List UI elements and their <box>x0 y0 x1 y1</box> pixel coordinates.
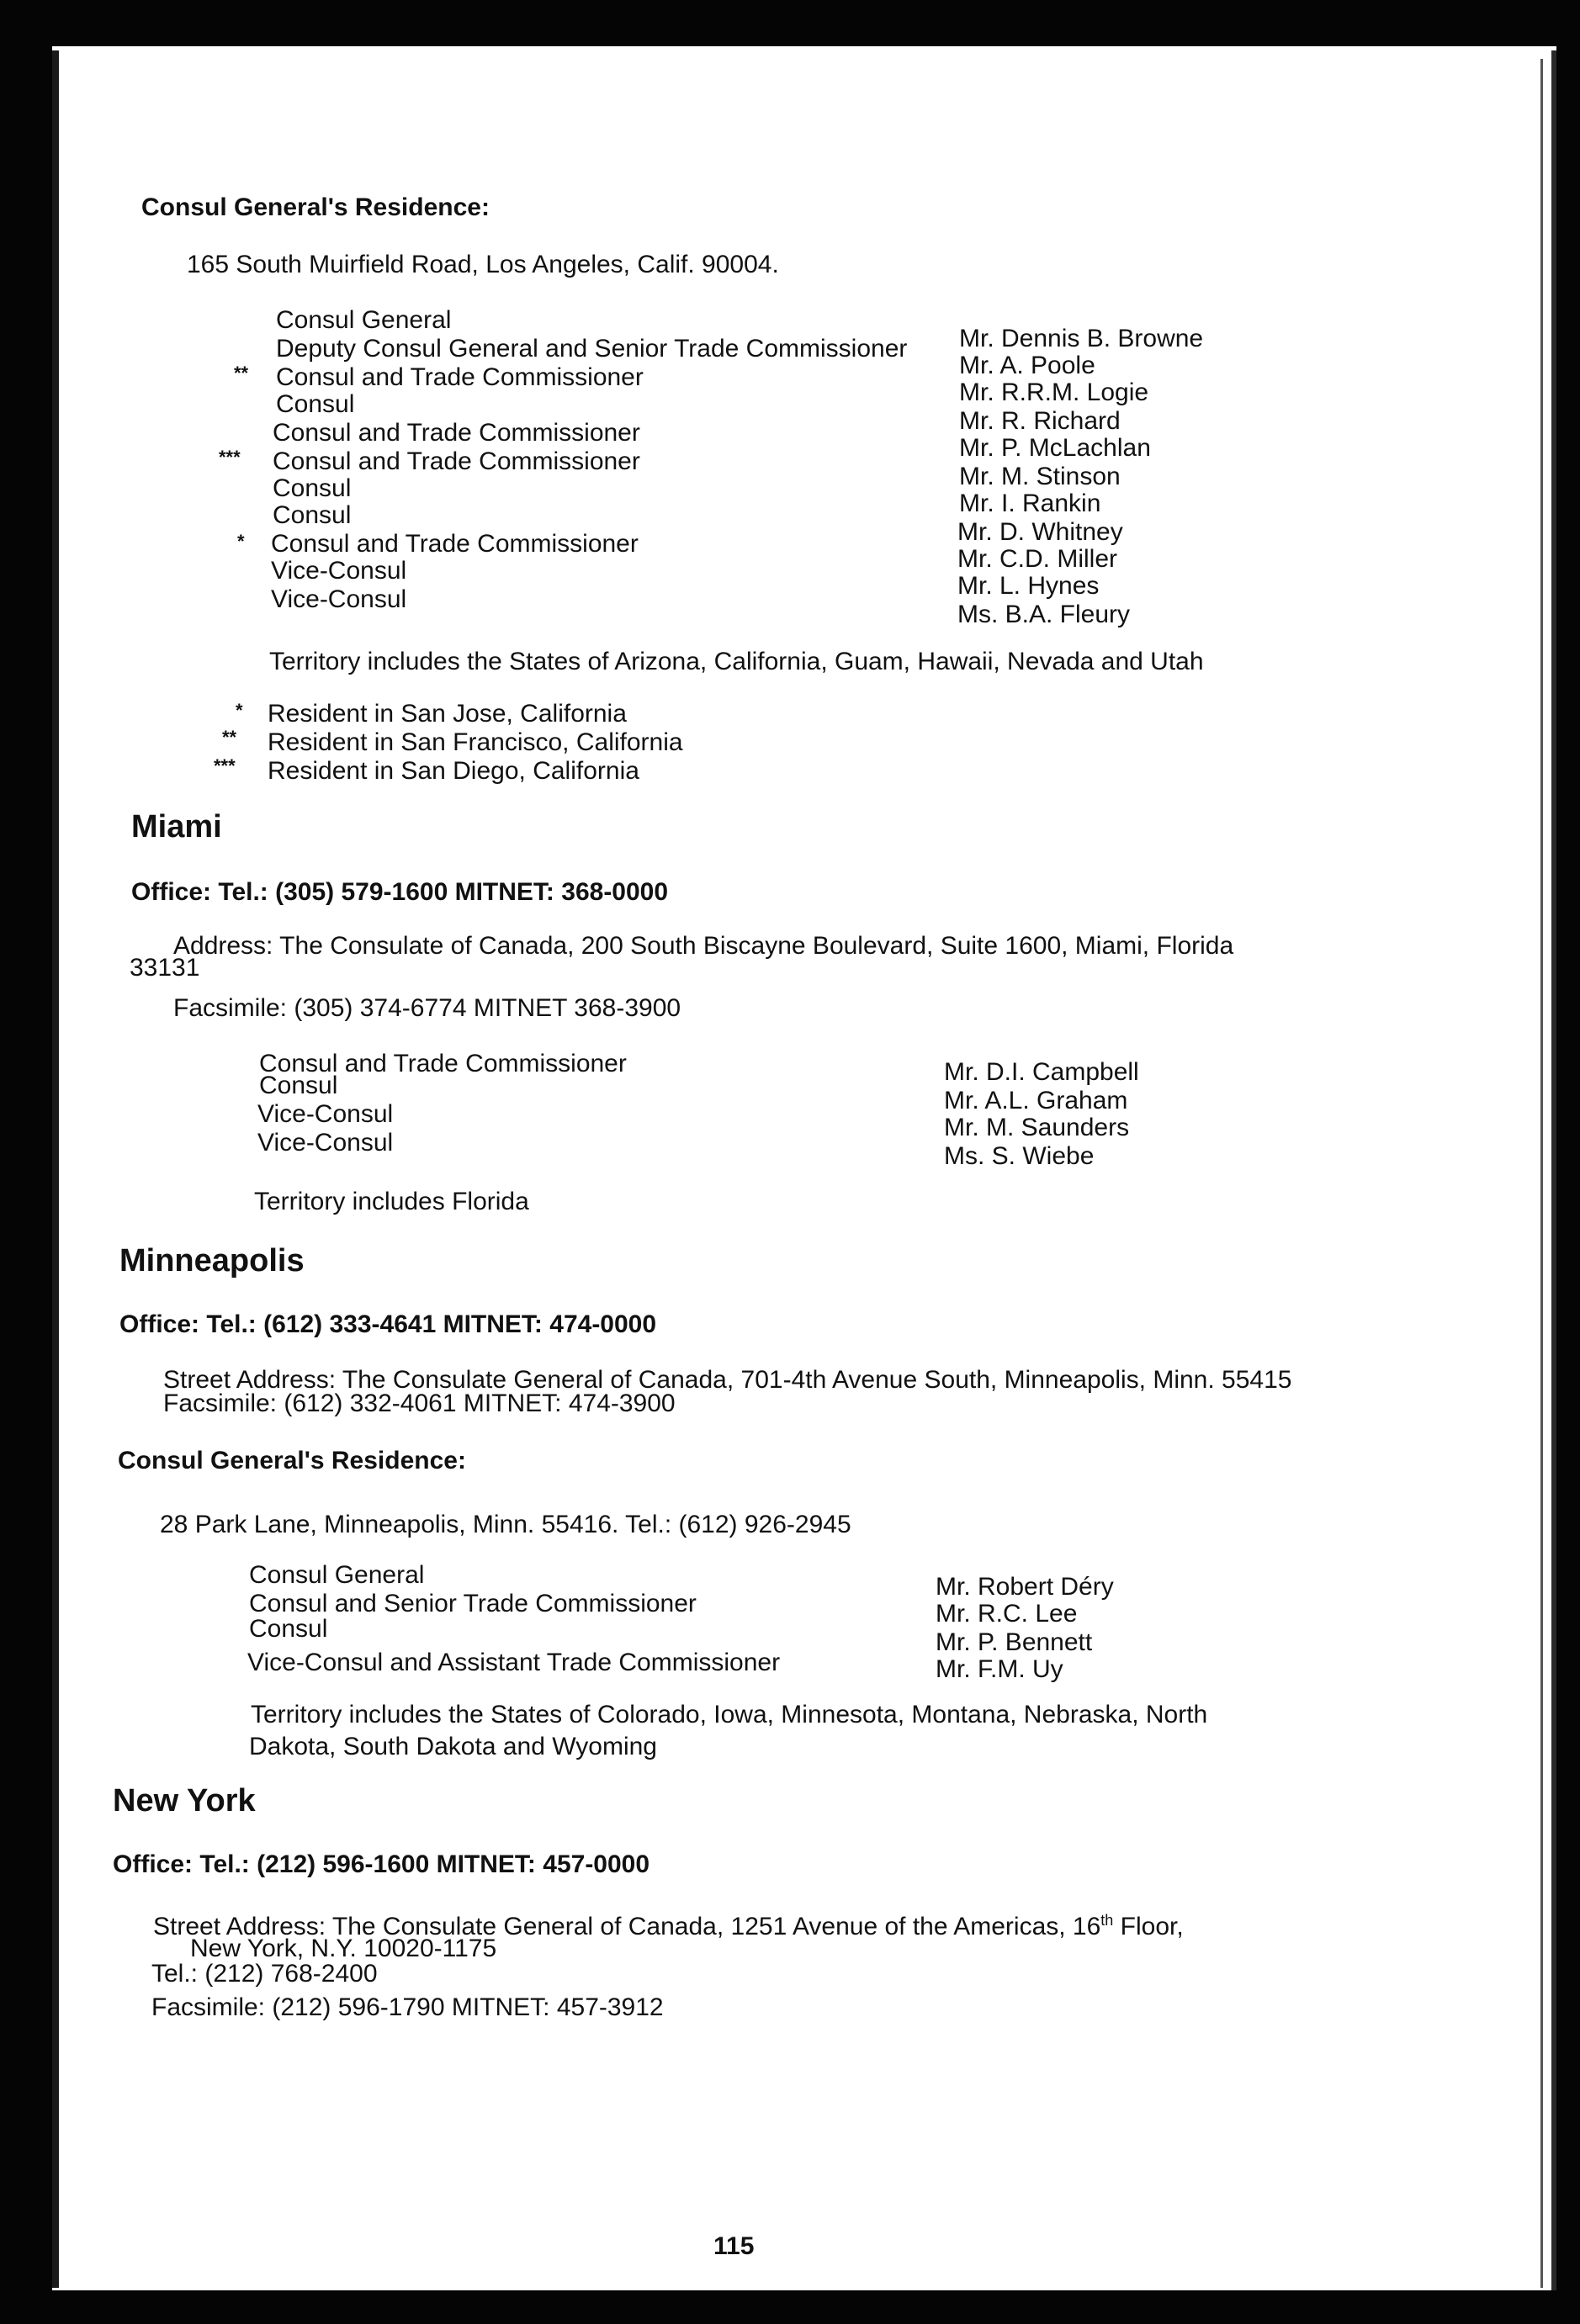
minneapolis-office: Office: Tel.: (612) 333-4641 MITNET: 474-0000 <box>119 1310 657 1338</box>
la-residence-address: 165 South Muirfield Road, Los Angeles, Calif. 90004. <box>187 251 779 278</box>
new-york-street-city: New York, N.Y. 10020-1175 <box>190 1935 497 1962</box>
la-staff-title: Consul General <box>276 306 452 334</box>
la-note-text: Resident in San Diego, California <box>268 757 639 785</box>
la-staff-title: Consul and Trade Commissioner <box>273 419 640 447</box>
la-staff-title: Consul <box>276 390 355 418</box>
minneapolis-staff-title: Consul and Senior Trade Commissioner <box>249 1590 697 1617</box>
minneapolis-staff-title: Vice-Consul and Assistant Trade Commissioner <box>247 1649 781 1676</box>
minneapolis-heading: Minneapolis <box>119 1243 305 1278</box>
miami-staff-title: Vice-Consul <box>257 1100 394 1128</box>
page-number: 115 <box>713 2232 755 2260</box>
minneapolis-staff-name: Mr. P. Bennett <box>936 1628 1093 1656</box>
minneapolis-residence-address: 28 Park Lane, Minneapolis, Minn. 55416. Tel.: (612) 926-2945 <box>160 1511 851 1538</box>
miami-address: Address: The Consulate of Canada, 200 South Biscayne Boulevard, Suite 1600, Miami, Florida <box>173 932 1234 960</box>
minneapolis-staff-name: Mr. F.M. Uy <box>936 1655 1063 1683</box>
miami-facsimile: Facsimile: (305) 374-6774 MITNET 368-3900 <box>173 994 681 1022</box>
la-staff-name: Mr. I. Rankin <box>959 490 1101 517</box>
new-york-tel: Tel.: (212) 768-2400 <box>151 1960 378 1988</box>
miami-heading: Miami <box>131 809 222 844</box>
la-staff-name: Mr. R.R.M. Logie <box>959 379 1149 406</box>
la-territory: Territory includes the States of Arizona, California, Guam, Hawaii, Nevada and Utah <box>269 648 1204 675</box>
miami-territory: Territory includes Florida <box>254 1188 529 1215</box>
new-york-street-text: Street Address: The Consulate General of Canada, 1251 Avenue of the Americas, 16 <box>153 1913 1101 1940</box>
scan-border-right <box>1556 0 1580 2324</box>
la-staff-mark: ** <box>234 363 249 384</box>
la-note-text: Resident in San Francisco, California <box>268 728 683 756</box>
la-note-mark: * <box>236 700 243 721</box>
la-staff-name: Mr. Dennis B. Browne <box>959 325 1204 352</box>
miami-staff-title: Vice-Consul <box>257 1129 394 1157</box>
miami-address-zip: 33131 <box>130 954 200 982</box>
minneapolis-residence-heading: Consul General's Residence: <box>118 1447 466 1474</box>
la-staff-title: Consul <box>273 501 352 529</box>
la-staff-mark: *** <box>219 447 241 468</box>
la-staff-name: Mr. D. Whitney <box>957 518 1123 546</box>
miami-staff-name: Mr. M. Saunders <box>944 1114 1130 1141</box>
new-york-office: Office: Tel.: (212) 596-1600 MITNET: 457-0000 <box>113 1850 650 1878</box>
new-york-heading: New York <box>113 1783 256 1818</box>
la-staff-mark: * <box>237 531 245 552</box>
scan-border-right-edge <box>1540 59 1543 2288</box>
la-staff-name: Mr. P. McLachlan <box>959 434 1151 462</box>
miami-office: Office: Tel.: (305) 579-1600 MITNET: 368-0000 <box>131 878 669 906</box>
la-staff-title: Vice-Consul <box>271 557 407 585</box>
minneapolis-facsimile: Facsimile: (612) 332-4061 MITNET: 474-3900 <box>163 1390 676 1417</box>
new-york-floor-suffix: th <box>1100 1912 1114 1929</box>
la-staff-name: Mr. C.D. Miller <box>957 545 1117 573</box>
la-staff-title: Consul and Trade Commissioner <box>276 363 644 391</box>
minneapolis-territory: Territory includes the States of Colorado, Iowa, Minnesota, Montana, Nebraska, North <box>251 1701 1208 1728</box>
minneapolis-staff-title: Consul General <box>249 1561 425 1589</box>
miami-staff-title: Consul and Trade Commissioner <box>259 1050 627 1077</box>
la-staff-title: Vice-Consul <box>271 585 407 613</box>
la-staff-title: Consul and Trade Commissioner <box>273 447 640 475</box>
new-york-street-floor: Floor, <box>1113 1913 1184 1940</box>
la-staff-name: Mr. A. Poole <box>959 352 1095 379</box>
miami-staff-name: Mr. A.L. Graham <box>944 1087 1128 1114</box>
la-staff-title: Consul <box>273 474 352 502</box>
la-note-mark: ** <box>222 727 237 748</box>
new-york-facsimile: Facsimile: (212) 596-1790 MITNET: 457-3912 <box>151 1993 664 2021</box>
la-staff-title: Consul and Trade Commissioner <box>271 530 639 558</box>
minneapolis-staff-name: Mr. R.C. Lee <box>936 1600 1078 1628</box>
minneapolis-territory-cont: Dakota, South Dakota and Wyoming <box>249 1733 657 1760</box>
miami-staff-name: Ms. S. Wiebe <box>944 1142 1095 1170</box>
la-staff-name: Ms. B.A. Fleury <box>957 601 1131 628</box>
scan-border-top <box>0 0 1580 46</box>
la-staff-name: Mr. R. Richard <box>959 407 1121 435</box>
minneapolis-staff-name: Mr. Robert Déry <box>936 1573 1114 1601</box>
scan-border-left-inner <box>52 50 59 2288</box>
scan-border-left <box>0 0 52 2324</box>
minneapolis-street-address: Street Address: The Consulate General of Canada, 701-4th Avenue South, Minneapolis, Minn. 55415 <box>163 1366 1292 1394</box>
la-note-mark: *** <box>214 755 236 776</box>
la-staff-title: Deputy Consul General and Senior Trade Commissioner <box>276 335 908 363</box>
scan-border-bottom <box>0 2290 1580 2324</box>
la-note-text: Resident in San Jose, California <box>268 700 627 728</box>
la-staff-name: Mr. L. Hynes <box>957 572 1100 600</box>
scan-border-right-inner <box>1551 50 1556 2305</box>
minneapolis-staff-title: Consul <box>249 1615 328 1643</box>
miami-staff-title: Consul <box>259 1072 338 1099</box>
miami-staff-name: Mr. D.I. Campbell <box>944 1058 1139 1086</box>
la-residence-heading: Consul General's Residence: <box>141 193 490 221</box>
la-staff-name: Mr. M. Stinson <box>959 463 1121 490</box>
